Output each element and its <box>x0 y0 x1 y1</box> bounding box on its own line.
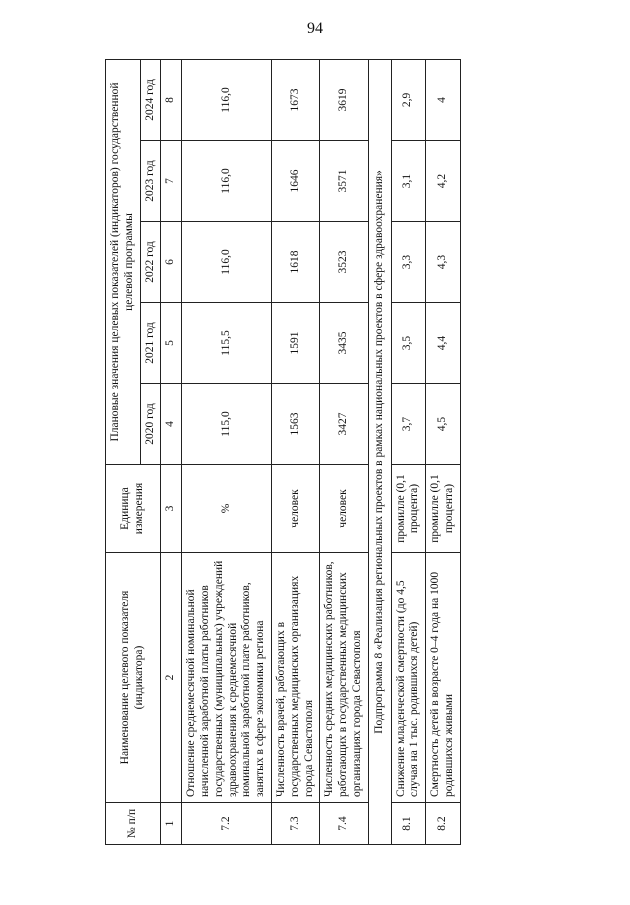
value-cell: 1618 <box>271 222 319 303</box>
page-number: 94 <box>307 20 323 37</box>
value-cell: 3435 <box>320 303 368 384</box>
value-cell: 1563 <box>271 384 319 465</box>
unit-cell: % <box>182 465 272 553</box>
row-num: 8.1 <box>391 803 426 845</box>
value-cell: 4,2 <box>426 141 461 222</box>
column-index: 6 <box>161 222 182 303</box>
header-year: 2024 год <box>140 59 161 140</box>
subprogram-row <box>368 59 391 844</box>
value-cell: 3523 <box>320 222 368 303</box>
value-cell: 4,4 <box>426 303 461 384</box>
column-index: 7 <box>161 141 182 222</box>
header-year: 2023 год <box>140 141 161 222</box>
value-cell: 3571 <box>320 141 368 222</box>
unit-cell: человек <box>271 465 319 553</box>
unit-cell: промилле (0,1 процента) <box>391 465 426 553</box>
indicator-name: Численность средних медицинских работников, работающих в государственных медицинских организациях города Севастополя <box>320 553 368 803</box>
column-index: 2 <box>161 553 182 803</box>
table-row <box>271 59 319 844</box>
header-year: 2021 год <box>140 303 161 384</box>
value-cell: 3,7 <box>391 384 426 465</box>
header-row-1 <box>106 59 141 844</box>
indicator-name: Отношение среднемесячной номинальной начисленной заработной платы работников государственных (муниципальных) учреждений здравоохранения к среднемесячной номинальной заработной плате работников, занятых в сфере экономики региона <box>182 553 272 803</box>
header-num: № п/п <box>106 803 161 845</box>
column-index-row <box>161 59 182 844</box>
value-cell: 3,5 <box>391 303 426 384</box>
header-planned: Плановые значения целевых показателей (индикаторов) государственной целевой программы <box>106 59 141 464</box>
unit-cell: промилле (0,1 процента) <box>426 465 461 553</box>
subprogram-title: Подпрограмма 8 «Реализация региональных проектов в рамках национальных проектов в сфере здравоохранения» <box>368 59 391 844</box>
value-cell: 4,3 <box>426 222 461 303</box>
value-cell: 1646 <box>271 141 319 222</box>
column-index: 4 <box>161 384 182 465</box>
column-index: 3 <box>161 465 182 553</box>
table-row <box>320 59 368 844</box>
rotated-table-container <box>105 60 535 845</box>
table-row <box>182 59 272 844</box>
value-cell: 3,1 <box>391 141 426 222</box>
value-cell: 2,9 <box>391 59 426 140</box>
row-num: 7.3 <box>271 803 319 845</box>
header-name: Наименование целевого показателя (индикатора) <box>106 553 161 803</box>
table-row <box>391 59 426 844</box>
value-cell: 1591 <box>271 303 319 384</box>
value-cell: 115,0 <box>182 384 272 465</box>
value-cell: 116,0 <box>182 59 272 140</box>
row-num: 7.4 <box>320 803 368 845</box>
header-year: 2022 год <box>140 222 161 303</box>
header-unit: Единица измерения <box>106 465 161 553</box>
column-index: 8 <box>161 59 182 140</box>
indicator-name: Смертность детей в возрасте 0–4 года на 1000 родившихся живыми <box>426 553 461 803</box>
table-row <box>426 59 461 844</box>
indicators-table <box>105 59 461 845</box>
value-cell: 3427 <box>320 384 368 465</box>
value-cell: 1673 <box>271 59 319 140</box>
value-cell: 116,0 <box>182 141 272 222</box>
value-cell: 3,3 <box>391 222 426 303</box>
value-cell: 116,0 <box>182 222 272 303</box>
column-index: 1 <box>161 803 182 845</box>
value-cell: 4 <box>426 59 461 140</box>
column-index: 5 <box>161 303 182 384</box>
row-num: 8.2 <box>426 803 461 845</box>
value-cell: 3619 <box>320 59 368 140</box>
row-num: 7.2 <box>182 803 272 845</box>
value-cell: 115,5 <box>182 303 272 384</box>
unit-cell: человек <box>320 465 368 553</box>
header-year: 2020 год <box>140 384 161 465</box>
indicator-name: Снижение младенческой смертности (до 4,5 случая на 1 тыс. родившихся детей) <box>391 553 426 803</box>
indicator-name: Численность врачей, работающих в государственных медицинских организациях города Севастополя <box>271 553 319 803</box>
value-cell: 4,5 <box>426 384 461 465</box>
